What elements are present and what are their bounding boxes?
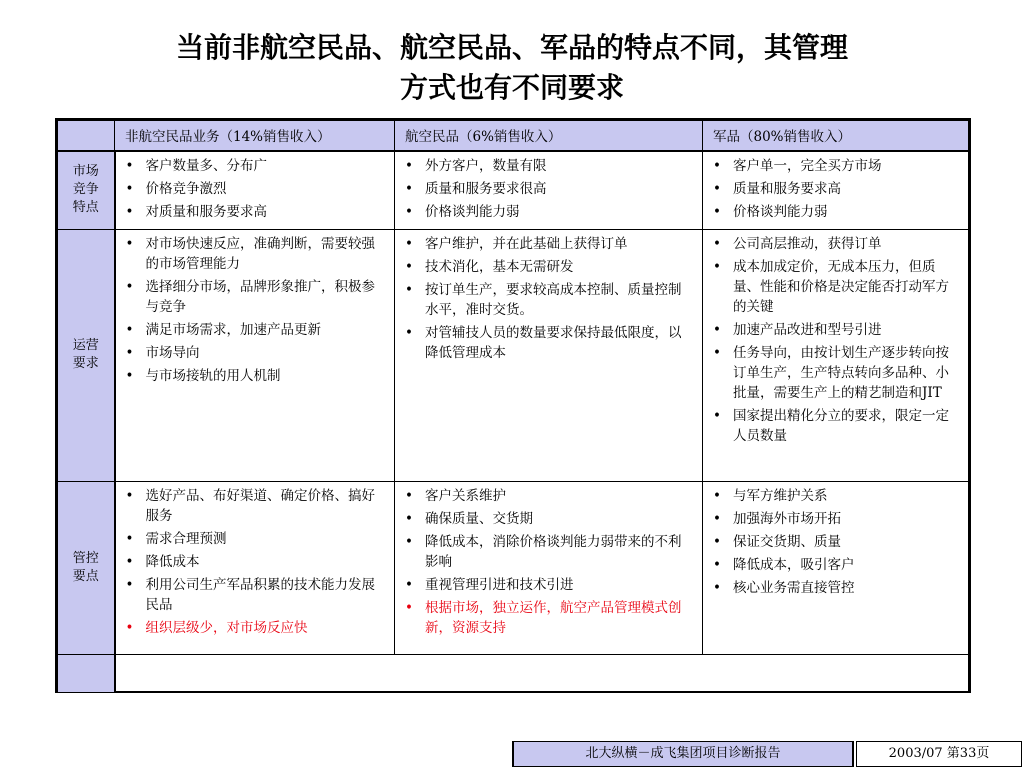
cell (703, 481, 969, 654)
bullet-item: • 降低成本，消除价格谈判能力弱带来的不利影响 (403, 532, 694, 572)
bullet-item: • 外方客户，数量有限 (403, 156, 694, 176)
comparison-table (55, 118, 971, 693)
bullet-item: • 客户维护，并在此基础上获得订单 (403, 234, 694, 254)
bullet-item: • 客户数量多、分布广 (124, 156, 387, 176)
row-market-competition (58, 151, 969, 230)
header-military: 军品（80%销售收入） (703, 121, 969, 151)
bullet-item: • 成本加成定价，无成本压力，但质量、性能和价格是决定能否打动军方的关键 (711, 257, 960, 317)
bullet-item: • 技术消化，基本无需研发 (403, 257, 694, 277)
bullet-item: • 与军方维护关系 (711, 486, 960, 506)
footer-source: 北大纵横－成飞集团项目诊断报告 (512, 741, 854, 767)
bullet-item: • 价格谈判能力弱 (403, 202, 694, 222)
bullet-item: • 核心业务需直接管控 (711, 578, 960, 598)
row-empty (58, 654, 969, 692)
footer-page: 2003/07 第33页 (856, 741, 1022, 767)
bullet-item: • 对质量和服务要求高 (124, 202, 387, 222)
bullet-item: • 市场导向 (124, 343, 387, 363)
bullet-item: • 需求合理预测 (124, 529, 387, 549)
cell (395, 481, 703, 654)
header-nonaviation: 非航空民品业务（14%销售收入） (115, 121, 395, 151)
header-aviation: 航空民品（6%销售收入） (395, 121, 703, 151)
cell (395, 229, 703, 481)
row-label-empty (58, 654, 115, 692)
cell-empty (115, 654, 969, 692)
bullet-item: • 组织层级少，对市场反应快 (124, 618, 387, 638)
bullet-item: • 加强海外市场开拓 (711, 509, 960, 529)
bullet-item: • 与市场接轨的用人机制 (124, 366, 387, 386)
page-title (0, 28, 1024, 108)
bullet-item: • 任务导向，由按计划生产逐步转向按订单生产，生产特点转向多品种、小批量，需要生产上的精艺制造和JIT (711, 343, 960, 403)
bullet-item: • 对市场快速反应，准确判断，需要较强的市场管理能力 (124, 234, 387, 274)
bullet-item: • 加速产品改进和型号引进 (711, 320, 960, 340)
bullet-item: • 国家提出精化分立的要求，限定一定人员数量 (711, 406, 960, 446)
row-operation-requirements (58, 229, 969, 481)
cell (115, 481, 395, 654)
bullet-item: • 降低成本 (124, 552, 387, 572)
bullet-item: • 满足市场需求，加速产品更新 (124, 320, 387, 340)
bullet-item: • 质量和服务要求高 (711, 179, 960, 199)
cell (395, 151, 703, 230)
bullet-item: • 利用公司生产军品积累的技术能力发展民品 (124, 575, 387, 615)
bullet-item: • 客户关系维护 (403, 486, 694, 506)
bullet-item: • 价格谈判能力弱 (711, 202, 960, 222)
bullet-item: • 客户单一，完全买方市场 (711, 156, 960, 176)
row-label: 市场竞争特点 (58, 151, 115, 230)
bullet-item: • 价格竞争激烈 (124, 179, 387, 199)
title-line-2: 方式也有不同要求 (399, 71, 624, 104)
row-control-points (58, 481, 969, 654)
bullet-item: • 确保质量、交货期 (403, 509, 694, 529)
bullet-item: • 根据市场，独立运作，航空产品管理模式创新，资源支持 (403, 598, 694, 638)
cell (703, 229, 969, 481)
title-line-1: 当前非航空民品、航空民品、军品的特点不同，其管理 (175, 31, 848, 64)
bullet-item: • 选好产品、布好渠道、确定价格、搞好服务 (124, 486, 387, 526)
row-label: 运营要求 (58, 229, 115, 481)
bullet-item: • 降低成本，吸引客户 (711, 555, 960, 575)
bullet-item: • 保证交货期、质量 (711, 532, 960, 552)
bullet-item: • 质量和服务要求很高 (403, 179, 694, 199)
bullet-item: • 按订单生产，要求较高成本控制、质量控制水平，准时交货。 (403, 280, 694, 320)
row-label: 管控要点 (58, 481, 115, 654)
corner-cell (58, 121, 115, 151)
bullet-item: • 对管辅技人员的数量要求保持最低限度，以降低管理成本 (403, 323, 694, 363)
cell (115, 151, 395, 230)
cell (703, 151, 969, 230)
bullet-item: • 选择细分市场，品牌形象推广，积极参与竞争 (124, 277, 387, 317)
table-header-row (58, 121, 969, 151)
bullet-item: • 公司高层推动，获得订单 (711, 234, 960, 254)
cell (115, 229, 395, 481)
bullet-item: • 重视管理引进和技术引进 (403, 575, 694, 595)
